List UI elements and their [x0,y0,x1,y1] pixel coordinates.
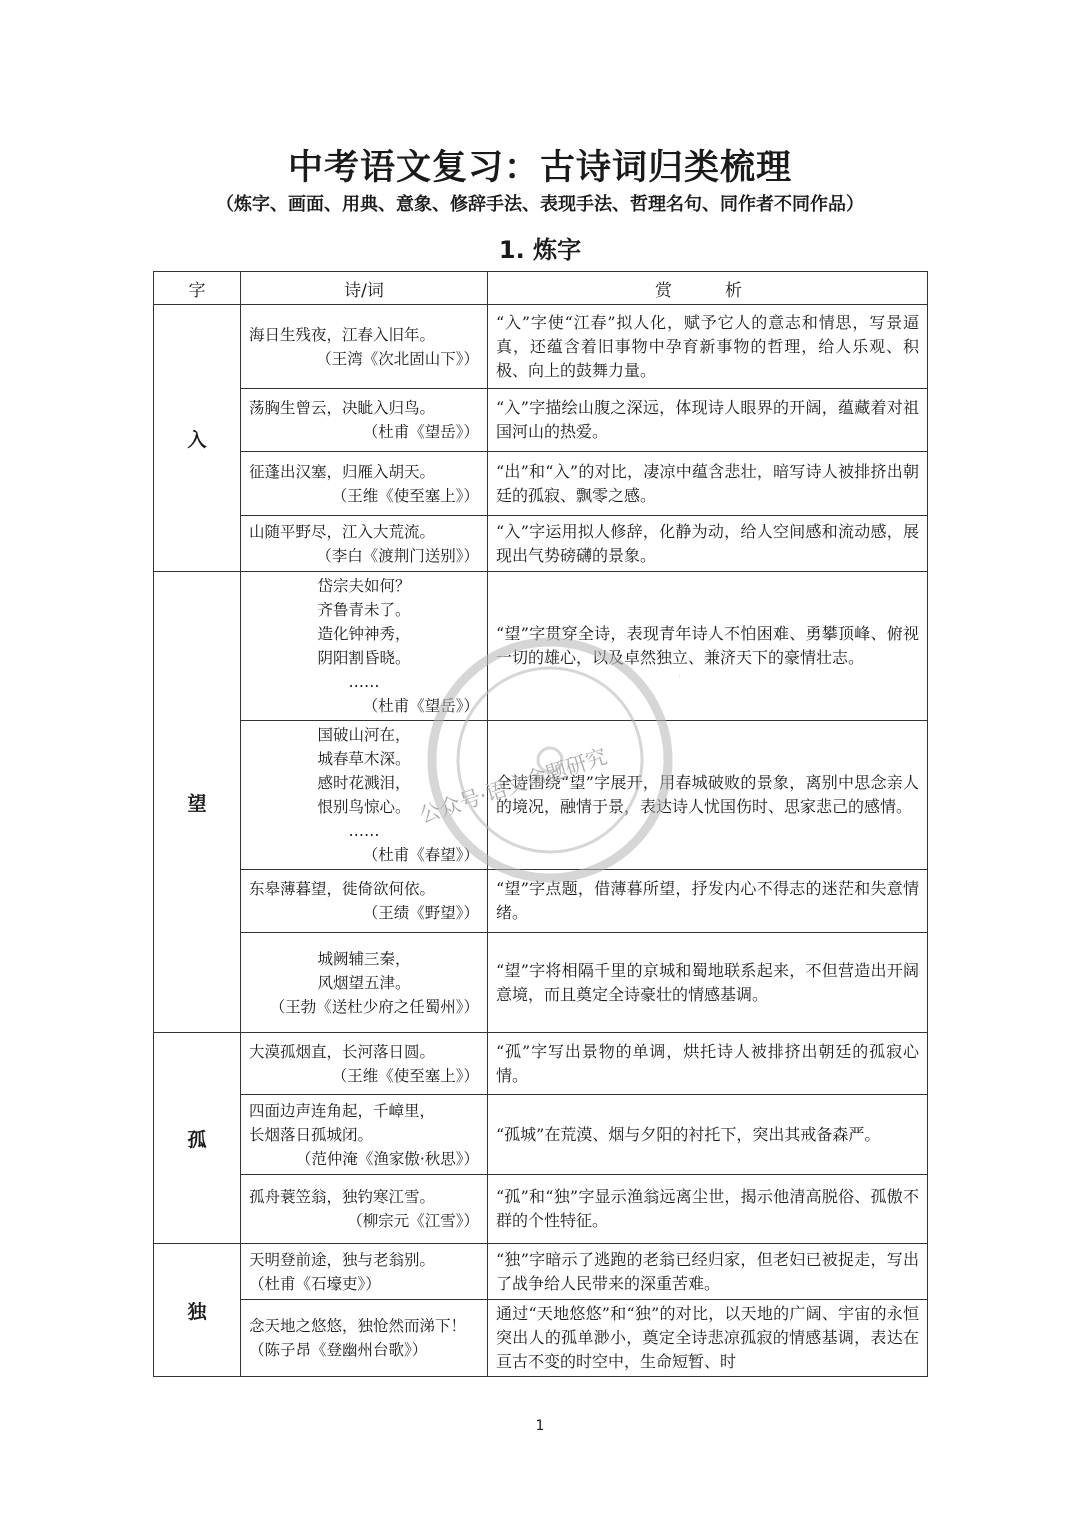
poem-cell: 天明登前途，独与老翁别。 （杜甫《石壕吏》） [241,1244,488,1300]
poem-cell: 孤舟蓑笠翁，独钓寒江雪。 （柳宗元《江雪》） [241,1175,488,1244]
table-header-row [154,272,928,305]
section-heading: 1. 炼字 [498,236,582,264]
poem-cell: 征蓬出汉塞，归雁入胡天。 （王维《使至塞上》） [241,452,488,516]
page-subtitle: （炼字、画面、用典、意象、修辞手法、表现手法、哲理名句、同作者不同作品） [216,194,864,215]
analysis-cell: “独”字暗示了逃跑的老翁已经归家，但老妇已被捉走，写出了战争给人民带来的深重苦难。 [488,1244,928,1300]
table-row [154,870,928,933]
page-title: 中考语文复习：古诗词归类梳理 [287,148,792,188]
table-row [154,1300,928,1377]
header-char: 字 [154,272,241,305]
poem-cell: 荡胸生曾云，决眦入归鸟。 （杜甫《望岳》） [241,389,488,452]
table-row [154,452,928,516]
table-row [154,1033,928,1095]
table-row [154,1175,928,1244]
poem-cell: 国破山河在， 城春草木深。 感时花溅泪， 恨别鸟惊心。 …… （杜甫《春望》） [241,721,488,870]
poem-cell: 四面边声连角起，千嶂里， 长烟落日孤城闭。 （范仲淹《渔家傲·秋思》） [241,1095,488,1175]
analysis-cell: 全诗围绕“望”字展开，用春城破败的景象，离别中思念亲人的境况，融情于景，表达诗人忧国伤时、思家悲己的感情。 [488,721,928,870]
poem-cell: 东皋薄暮望，徙倚欲何依。 （王绩《野望》） [241,870,488,933]
poem-cell: 山随平野尽，江入大荒流。 （李白《渡荆门送别》） [241,516,488,572]
table-row [154,721,928,870]
header-analysis: 赏 析 [488,272,928,305]
table-row [154,572,928,721]
poem-cell: 城阙辅三秦， 风烟望五津。 （王勃《送杜少府之任蜀州》） [241,933,488,1033]
analysis-cell: “出”和“入”的对比，凄凉中蕴含悲壮，暗写诗人被排挤出朝廷的孤寂、飘零之感。 [488,452,928,516]
page-number: 1 [535,1418,545,1434]
table-row [154,516,928,572]
poem-cell: 大漠孤烟直，长河落日圆。 （王维《使至塞上》） [241,1033,488,1095]
table-row [154,1095,928,1175]
poem-cell: 海日生残夜，江春入旧年。 （王湾《次北固山下》） [241,305,488,389]
analysis-cell: “孤”和“独”字显示渔翁远离尘世，揭示他清高脱俗、孤傲不群的个性特征。 [488,1175,928,1244]
analysis-cell: “入”字使“江春”拟人化，赋予它人的意志和情思，写景逼真，还蕴含着旧事物中孕育新事物的哲理，给人乐观、积极、向上的鼓舞力量。 [488,305,928,389]
header-poem: 诗/词 [241,272,488,305]
poem-cell: 岱宗夫如何？ 齐鲁青未了。 造化钟神秀， 阴阳割昏晓。 …… （杜甫《望岳》） [241,572,488,721]
poem-cell: 念天地之悠悠，独怆然而涕下！ （陈子昂《登幽州台歌》） [241,1300,488,1377]
table-row [154,389,928,452]
analysis-cell: “入”字运用拟人修辞，化静为动，给人空间感和流动感，展现出气势磅礴的景象。 [488,516,928,572]
analysis-cell: 通过“天地悠悠”和“独”的对比，以天地的广阔、宇宙的永恒突出人的孤单渺小，奠定全诗悲凉孤寂的情感基调，表达在亘古不变的时空中，生命短暂、时 [488,1300,928,1377]
table-row [154,305,928,389]
analysis-cell: “孤城”在荒漠、烟与夕阳的衬托下，突出其戒备森严。 [488,1095,928,1175]
watermark-text: 公众号·语文命题研究 [416,744,610,828]
table-row [154,1244,928,1300]
analysis-cell: “入”字描绘山腹之深远，体现诗人眼界的开阔，蕴藏着对祖国河山的热爱。 [488,389,928,452]
char-cell: 孤 [154,1033,241,1244]
char-cell: 独 [154,1244,241,1377]
poetry-table [153,271,928,1377]
table-row [154,933,928,1033]
analysis-cell: “望”字点题，借薄暮所望，抒发内心不得志的迷茫和失意情绪。 [488,870,928,933]
char-cell: 入 [154,305,241,572]
analysis-cell: “孤”字写出景物的单调，烘托诗人被排挤出朝廷的孤寂心情。 [488,1033,928,1095]
analysis-cell: “望”字贯穿全诗，表现青年诗人不怕困难、勇攀顶峰、俯视一切的雄心，以及卓然独立、兼济天下的豪情壮志。 [488,572,928,721]
char-cell: 望 [154,572,241,1033]
analysis-cell: “望”字将相隔千里的京城和蜀地联系起来，不但营造出开阔意境，而且奠定全诗豪壮的情感基调。 [488,933,928,1033]
